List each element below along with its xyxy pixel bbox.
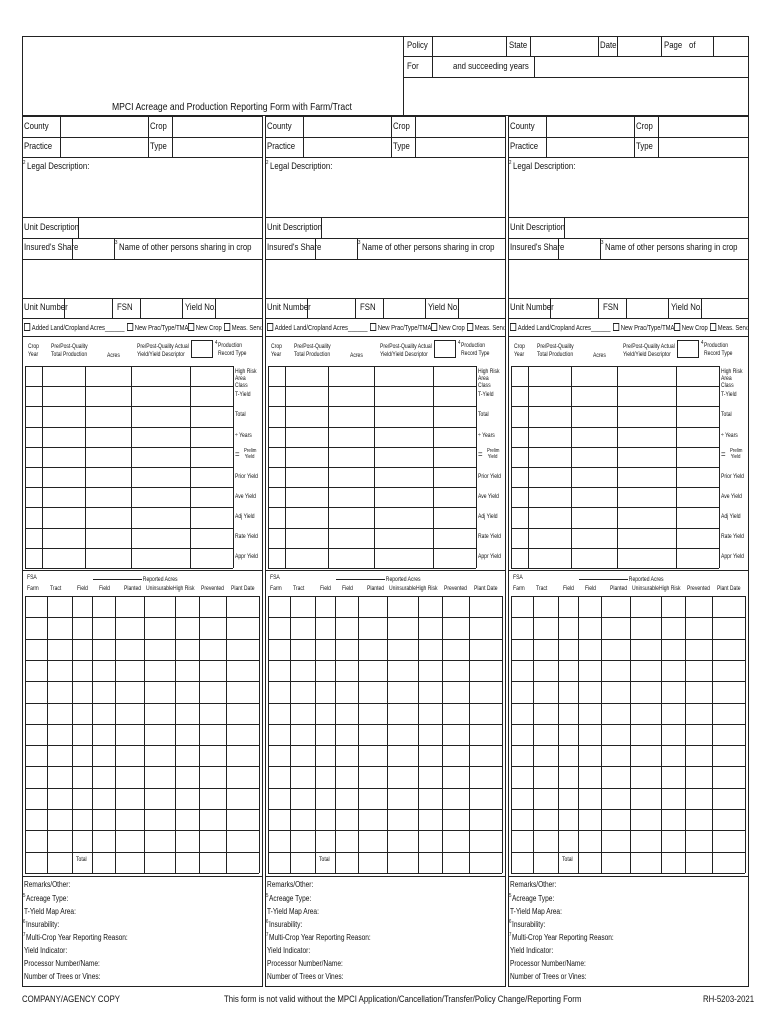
crop-year-header-a-2: Crop	[271, 343, 282, 350]
equals-label-1: =	[235, 449, 240, 460]
type-label-3: Type	[636, 141, 653, 152]
date-label: Date	[600, 40, 617, 51]
remarks-label-2: Remarks/Other:	[267, 880, 314, 889]
fsn-label-3: FSN	[603, 302, 619, 313]
legal-sup-3: 2	[509, 160, 512, 166]
practice-label-1: Practice	[24, 141, 53, 152]
other-sup-3: 3	[601, 240, 604, 246]
planted-header-3: Planted	[610, 585, 628, 592]
of-label: of	[689, 40, 696, 51]
multi-sup-3: 7	[509, 932, 512, 938]
insur-sup-3: 6	[509, 919, 512, 925]
total-label-3: Total	[721, 411, 732, 418]
succeeding-years-label: and succeeding years	[453, 61, 529, 72]
actual-header-a-3: Pre/Post-Quality Actual	[623, 343, 675, 350]
record-sup-3: 4	[701, 340, 704, 346]
years-label-3: ÷ Years	[721, 432, 738, 439]
county-label-3: County	[510, 121, 535, 132]
validity-notice: This form is not valid without the MPCI Application/Cancellation/Transfer/Policy Change/Reporting Form	[224, 994, 582, 1005]
new-prac-checkbox-2[interactable]: New Prac/Type/TMA	[370, 323, 431, 332]
legal-sup-1: 2	[23, 160, 26, 166]
prepost-header-a-2: Pre/Post-Quality	[294, 343, 331, 350]
tyield-label-2: T-Yield	[478, 391, 494, 398]
copy-label: COMPANY/AGENCY COPY	[22, 994, 120, 1005]
total-label-1: Total	[235, 411, 246, 418]
ave-yield-label-3: Ave Yield	[721, 493, 742, 500]
added-land-checkbox-3[interactable]: Added Land/Cropland Acres______	[510, 323, 611, 332]
appr-yield-label-2: Appr Yield	[478, 553, 501, 560]
yield-no-label-1: Yield No.	[185, 302, 217, 313]
record-sup-2: 4	[458, 340, 461, 346]
tyield-label-1: T-Yield	[235, 391, 251, 398]
county-label-1: County	[24, 121, 49, 132]
field-header-b-2: Field	[342, 585, 353, 592]
yield-indicator-label-2: Yield Indicator:	[267, 946, 311, 955]
tract-header-3: Tract	[536, 585, 548, 592]
actual-header-b-1: Yield/Yield Descriptor	[137, 351, 185, 358]
tyield-map-label-3: T-Yield Map Area:	[510, 907, 562, 916]
policy-label: Policy	[407, 40, 428, 51]
planted-header-2: Planted	[367, 585, 385, 592]
added-land-checkbox-2[interactable]: Added Land/Cropland Acres______	[267, 323, 368, 332]
processor-label-2: Processor Number/Name:	[267, 959, 343, 968]
high-risk-header-1: High Risk	[173, 585, 195, 592]
acreage-type-label-3: Acreage Type:	[512, 894, 555, 903]
record-sup-1: 4	[215, 340, 218, 346]
plant-date-header-1: Plant Date	[231, 585, 255, 592]
prelim-yield-label-3: Prelim Yield	[730, 448, 743, 460]
uninsurable-header-2: Uninsurable	[389, 585, 416, 592]
legal-description-label-2: Legal Description:	[270, 161, 333, 172]
record-header-a-1: Production	[218, 342, 243, 349]
processor-label-1: Processor Number/Name:	[24, 959, 100, 968]
equals-label-2: =	[478, 449, 483, 460]
meas-serv-checkbox-1[interactable]: Meas. Serv.	[224, 323, 263, 332]
total-row-label-1: Total	[76, 856, 87, 863]
planted-header-1: Planted	[124, 585, 142, 592]
prepost-header-a-1: Pre/Post-Quality	[51, 343, 88, 350]
practice-label-2: Practice	[267, 141, 296, 152]
insurability-label-3: Insurability:	[512, 920, 546, 929]
fsa-header-3: FSA	[513, 574, 523, 581]
practice-label-3: Practice	[510, 141, 539, 152]
for-label: For	[407, 61, 419, 72]
type-label-2: Type	[393, 141, 410, 152]
multi-crop-label-2: Multi-Crop Year Reporting Reason:	[269, 933, 371, 942]
tyield-map-label-1: T-Yield Map Area:	[24, 907, 76, 916]
unit-number-label-1: Unit Number	[24, 302, 68, 313]
rate-yield-label-1: Rate Yield	[235, 533, 258, 540]
fsn-label-1: FSN	[117, 302, 133, 313]
multi-sup-2: 7	[266, 932, 269, 938]
farm-header-3: Farm	[513, 585, 525, 592]
prior-yield-label-3: Prior Yield	[721, 473, 744, 480]
county-label-2: County	[267, 121, 292, 132]
total-row-label-3: Total	[562, 856, 573, 863]
plant-date-header-3: Plant Date	[717, 585, 741, 592]
equals-label-3: =	[721, 449, 726, 460]
field-header-a-2: Field	[320, 585, 331, 592]
insured-share-label-1: Insured's Share	[24, 242, 79, 253]
rate-yield-label-2: Rate Yield	[478, 533, 501, 540]
state-label: State	[509, 40, 528, 51]
years-label-1: ÷ Years	[235, 432, 252, 439]
actual-header-b-2: Yield/Yield Descriptor	[380, 351, 428, 358]
unit-number-label-3: Unit Number	[510, 302, 554, 313]
new-prac-checkbox-1[interactable]: New Prac/Type/TMA	[127, 323, 188, 332]
crop-label-2: Crop	[393, 121, 410, 132]
unit-description-label-1: Unit Description	[24, 222, 79, 233]
unit-description-label-3: Unit Description	[510, 222, 565, 233]
appr-yield-label-3: Appr Yield	[721, 553, 744, 560]
record-header-b-3: Record Type	[704, 350, 733, 357]
record-header-b-2: Record Type	[461, 350, 490, 357]
unit-number-label-2: Unit Number	[267, 302, 311, 313]
yield-indicator-label-3: Yield Indicator:	[510, 946, 554, 955]
trees-label-3: Number of Trees or Vines:	[510, 972, 587, 981]
other-persons-label-1: Name of other persons sharing in crop	[119, 242, 252, 253]
field-header-a-3: Field	[563, 585, 574, 592]
legal-description-label-1: Legal Description:	[27, 161, 90, 172]
crop-year-header-b-1: Year	[28, 351, 39, 358]
rate-yield-label-3: Rate Yield	[721, 533, 744, 540]
tract-header-2: Tract	[293, 585, 305, 592]
total-label-2: Total	[478, 411, 489, 418]
acreage-sup-2: 5	[266, 893, 269, 899]
new-crop-checkbox-3[interactable]: New Crop	[674, 323, 708, 332]
prevented-header-1: Prevented	[201, 585, 224, 592]
meas-serv-checkbox-3[interactable]: Meas. Serv.	[710, 323, 749, 332]
legal-description-label-3: Legal Description:	[513, 161, 576, 172]
remarks-label-1: Remarks/Other:	[24, 880, 71, 889]
yield-no-label-3: Yield No.	[671, 302, 703, 313]
crop-label-1: Crop	[150, 121, 167, 132]
other-persons-label-3: Name of other persons sharing in crop	[605, 242, 738, 253]
other-persons-label-2: Name of other persons sharing in crop	[362, 242, 495, 253]
insur-sup-1: 6	[23, 919, 26, 925]
high-risk-label-2: High Risk Area Class	[478, 368, 500, 389]
prelim-yield-label-1: Prelim Yield	[244, 448, 257, 460]
high-risk-label-3: High Risk Area Class	[721, 368, 743, 389]
tract-header-1: Tract	[50, 585, 62, 592]
page-label: Page	[664, 40, 683, 51]
acres-header-1: Acres	[107, 352, 120, 359]
high-risk-label-1: High Risk Area Class	[235, 368, 257, 389]
crop-year-header-a-3: Crop	[514, 343, 525, 350]
actual-header-a-1: Pre/Post-Quality Actual	[137, 343, 189, 350]
reported-acres-header-3: Reported Acres	[628, 576, 664, 583]
meas-serv-checkbox-2[interactable]: Meas. Serv.	[467, 323, 506, 332]
added-land-checkbox-1[interactable]: Added Land/Cropland Acres______	[24, 323, 125, 332]
actual-header-a-2: Pre/Post-Quality Actual	[380, 343, 432, 350]
type-label-1: Type	[150, 141, 167, 152]
field-header-b-3: Field	[585, 585, 596, 592]
fsa-header-1: FSA	[27, 574, 37, 581]
acreage-type-label-1: Acreage Type:	[26, 894, 69, 903]
plant-date-header-2: Plant Date	[474, 585, 498, 592]
record-header-a-2: Production	[461, 342, 486, 349]
uninsurable-header-3: Uninsurable	[632, 585, 659, 592]
prelim-yield-label-2: Prelim Yield	[487, 448, 500, 460]
trees-label-2: Number of Trees or Vines:	[267, 972, 344, 981]
adj-yield-label-2: Adj Yield	[478, 513, 498, 520]
multi-crop-label-3: Multi-Crop Year Reporting Reason:	[512, 933, 614, 942]
legal-sup-2: 2	[266, 160, 269, 166]
form-number: RH-5203-2021	[703, 994, 755, 1005]
insured-share-label-3: Insured's Share	[510, 242, 565, 253]
prior-yield-label-1: Prior Yield	[235, 473, 258, 480]
field-header-b-1: Field	[99, 585, 110, 592]
prepost-header-b-3: Total Production	[537, 351, 574, 358]
acreage-sup-3: 5	[509, 893, 512, 899]
yield-no-label-2: Yield No.	[428, 302, 460, 313]
new-crop-checkbox-1[interactable]: New Crop	[188, 323, 222, 332]
other-sup-2: 3	[358, 240, 361, 246]
crop-year-header-b-3: Year	[514, 351, 525, 358]
farm-header-2: Farm	[270, 585, 282, 592]
crop-year-header-a-1: Crop	[28, 343, 39, 350]
multi-crop-label-1: Multi-Crop Year Reporting Reason:	[26, 933, 128, 942]
crop-label-3: Crop	[636, 121, 653, 132]
unit-description-label-2: Unit Description	[267, 222, 322, 233]
uninsurable-header-1: Uninsurable	[146, 585, 173, 592]
high-risk-header-3: High Risk	[659, 585, 681, 592]
field-header-a-1: Field	[77, 585, 88, 592]
tyield-map-label-2: T-Yield Map Area:	[267, 907, 319, 916]
years-label-2: ÷ Years	[478, 432, 495, 439]
high-risk-header-2: High Risk	[416, 585, 438, 592]
ave-yield-label-2: Ave Yield	[478, 493, 499, 500]
new-prac-checkbox-3[interactable]: New Prac/Type/TMA	[613, 323, 674, 332]
remarks-label-3: Remarks/Other:	[510, 880, 557, 889]
other-sup-1: 3	[115, 240, 118, 246]
acreage-type-label-2: Acreage Type:	[269, 894, 312, 903]
processor-label-3: Processor Number/Name:	[510, 959, 586, 968]
new-crop-checkbox-2[interactable]: New Crop	[431, 323, 465, 332]
total-row-label-2: Total	[319, 856, 330, 863]
record-header-a-3: Production	[704, 342, 729, 349]
record-header-b-1: Record Type	[218, 350, 247, 357]
acres-header-2: Acres	[350, 352, 363, 359]
insurability-label-2: Insurability:	[269, 920, 303, 929]
insurability-label-1: Insurability:	[26, 920, 60, 929]
reported-acres-header-1: Reported Acres	[142, 576, 178, 583]
acres-header-3: Acres	[593, 352, 606, 359]
acreage-sup-1: 5	[23, 893, 26, 899]
multi-sup-1: 7	[23, 932, 26, 938]
fsa-header-2: FSA	[270, 574, 280, 581]
prepost-header-b-1: Total Production	[51, 351, 88, 358]
fsn-label-2: FSN	[360, 302, 376, 313]
appr-yield-label-1: Appr Yield	[235, 553, 258, 560]
adj-yield-label-1: Adj Yield	[235, 513, 255, 520]
adj-yield-label-3: Adj Yield	[721, 513, 741, 520]
prior-yield-label-2: Prior Yield	[478, 473, 501, 480]
reported-acres-header-2: Reported Acres	[385, 576, 421, 583]
trees-label-1: Number of Trees or Vines:	[24, 972, 101, 981]
prevented-header-3: Prevented	[687, 585, 710, 592]
insured-share-label-2: Insured's Share	[267, 242, 322, 253]
tyield-label-3: T-Yield	[721, 391, 737, 398]
yield-indicator-label-1: Yield Indicator:	[24, 946, 68, 955]
form-title: MPCI Acreage and Production Reporting Form with Farm/Tract	[112, 101, 352, 113]
crop-year-header-b-2: Year	[271, 351, 282, 358]
prevented-header-2: Prevented	[444, 585, 467, 592]
farm-header-1: Farm	[27, 585, 39, 592]
prepost-header-a-3: Pre/Post-Quality	[537, 343, 574, 350]
actual-header-b-3: Yield/Yield Descriptor	[623, 351, 671, 358]
insur-sup-2: 6	[266, 919, 269, 925]
ave-yield-label-1: Ave Yield	[235, 493, 256, 500]
prepost-header-b-2: Total Production	[294, 351, 331, 358]
